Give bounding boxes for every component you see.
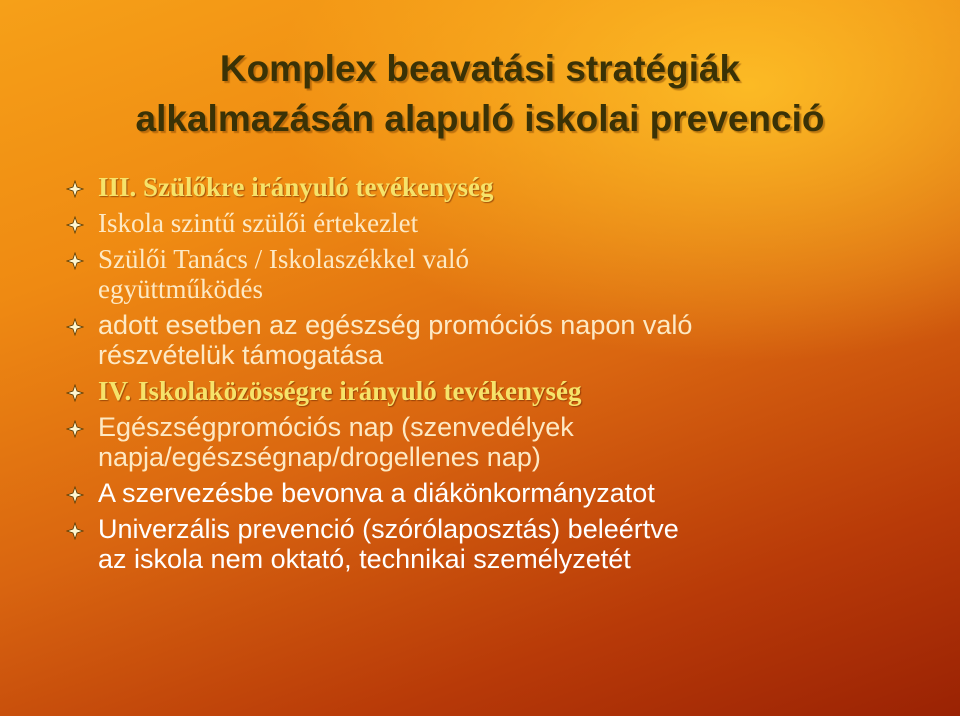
list-item bbox=[66, 310, 946, 370]
list-item-text-continued: az iskola nem oktató, technikai személyzetét bbox=[98, 544, 631, 574]
sparkle-bullet-icon bbox=[66, 522, 84, 540]
list-item-text: Egészségpromóciós nap (szenvedélyek bbox=[98, 412, 574, 442]
sparkle-bullet-icon bbox=[66, 180, 84, 198]
list-item-text: Univerzális prevenció (szórólaposztás) beleértve bbox=[98, 514, 679, 544]
sparkle-bullet-icon bbox=[66, 420, 84, 438]
sparkle-bullet-icon bbox=[66, 486, 84, 504]
list-item-text-continued: napja/egészségnap/drogellenes nap) bbox=[98, 442, 541, 472]
sparkle-bullet-icon bbox=[66, 318, 84, 336]
sparkle-bullet-icon bbox=[66, 384, 84, 402]
list-item-text: Szülői Tanács / Iskolaszékkel való bbox=[98, 244, 470, 274]
bullet-list bbox=[66, 172, 946, 580]
list-item-text-continued: együttműködés bbox=[98, 274, 263, 304]
list-item-text: Iskola szintű szülői értekezlet bbox=[98, 208, 419, 238]
list-item bbox=[66, 514, 946, 574]
list-item-text: A szervezésbe bevonva a diákönkormányzatot bbox=[98, 478, 655, 508]
list-item bbox=[66, 478, 946, 508]
slide-title-line-2: alkalmazásán alapuló iskolai prevenció bbox=[135, 98, 825, 139]
slide-title bbox=[0, 44, 960, 144]
slide-title-line-1: Komplex beavatási stratégiák bbox=[219, 48, 741, 89]
list-item-section-iv bbox=[66, 376, 946, 406]
list-item-text: III. Szülőkre irányuló tevékenység bbox=[98, 172, 494, 202]
list-item bbox=[66, 244, 946, 304]
list-item bbox=[66, 208, 946, 238]
list-item-section-iii bbox=[66, 172, 946, 202]
list-item-text: adott esetben az egészség promóciós napon való bbox=[98, 310, 693, 340]
list-item-text: IV. Iskolaközösségre irányuló tevékenység bbox=[98, 376, 582, 406]
list-item-text-continued: részvételük támogatása bbox=[98, 340, 384, 370]
sparkle-bullet-icon bbox=[66, 252, 84, 270]
sparkle-bullet-icon bbox=[66, 216, 84, 234]
list-item bbox=[66, 412, 946, 472]
